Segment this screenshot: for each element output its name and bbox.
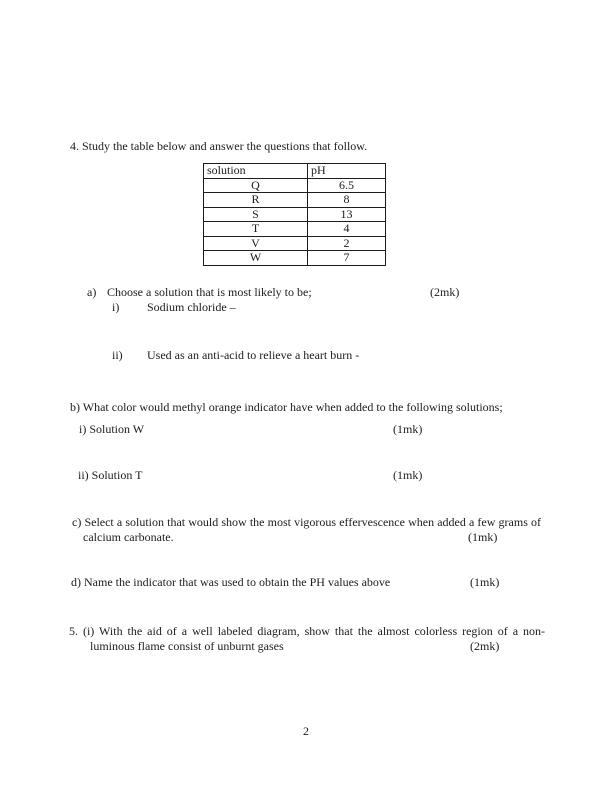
table-header-ph: pH bbox=[308, 164, 386, 179]
ph-table bbox=[203, 163, 386, 266]
question-4c-line1: c) Select a solution that would show the most vigorous effervescence when added a few grams of bbox=[72, 515, 541, 529]
table-header-solution: solution bbox=[204, 164, 308, 179]
question-4a-i-label: i) bbox=[112, 300, 120, 314]
question-4a-ii-text: Used as an anti-acid to relieve a heart burn - bbox=[147, 348, 360, 362]
question-4a-marks: (2mk) bbox=[430, 285, 460, 299]
table-header-row bbox=[204, 164, 386, 179]
table-cell-ph: 2 bbox=[308, 236, 386, 251]
question-4-intro: 4. Study the table below and answer the questions that follow. bbox=[70, 139, 368, 153]
question-4b-ii: ii) Solution T bbox=[78, 468, 143, 482]
question-4b-ii-marks: (1mk) bbox=[393, 468, 423, 482]
table-row bbox=[204, 251, 386, 266]
question-4a-i-text: Sodium chloride – bbox=[147, 300, 236, 314]
table-cell-ph: 6.5 bbox=[308, 178, 386, 193]
table-cell-ph: 13 bbox=[308, 207, 386, 222]
question-4d-marks: (1mk) bbox=[470, 575, 500, 589]
question-5i-marks: (2mk) bbox=[470, 639, 500, 653]
table-cell-solution: R bbox=[204, 193, 308, 208]
question-5i-line2: luminous flame consist of unburnt gases bbox=[90, 639, 284, 653]
table-cell-solution: V bbox=[204, 236, 308, 251]
question-4b-i-marks: (1mk) bbox=[393, 422, 423, 436]
table-row bbox=[204, 193, 386, 208]
table-cell-ph: 8 bbox=[308, 193, 386, 208]
table-row bbox=[204, 222, 386, 237]
table-row bbox=[204, 178, 386, 193]
question-4b: b) What color would methyl orange indicator have when added to the following solutions; bbox=[70, 400, 503, 414]
table-row bbox=[204, 236, 386, 251]
table-cell-solution: Q bbox=[204, 178, 308, 193]
question-4c-line2: calcium carbonate. bbox=[83, 530, 174, 544]
question-5i-line1: 5. (i) With the aid of a well labeled diagram, show that the almost colorless region of a non- bbox=[69, 624, 545, 638]
table-row bbox=[204, 207, 386, 222]
question-4d: d) Name the indicator that was used to obtain the PH values above bbox=[71, 575, 391, 589]
table-cell-ph: 4 bbox=[308, 222, 386, 237]
question-4a-text: Choose a solution that is most likely to be; bbox=[107, 285, 312, 299]
table-cell-solution: S bbox=[204, 207, 308, 222]
question-4b-i: i) Solution W bbox=[79, 422, 145, 436]
table-cell-solution: W bbox=[204, 251, 308, 266]
table-cell-solution: T bbox=[204, 222, 308, 237]
question-4a-label: a) bbox=[87, 285, 97, 299]
page-number: 2 bbox=[303, 724, 309, 738]
table-cell-ph: 7 bbox=[308, 251, 386, 266]
question-4c-marks: (1mk) bbox=[468, 530, 498, 544]
question-4a-ii-label: ii) bbox=[112, 348, 123, 362]
